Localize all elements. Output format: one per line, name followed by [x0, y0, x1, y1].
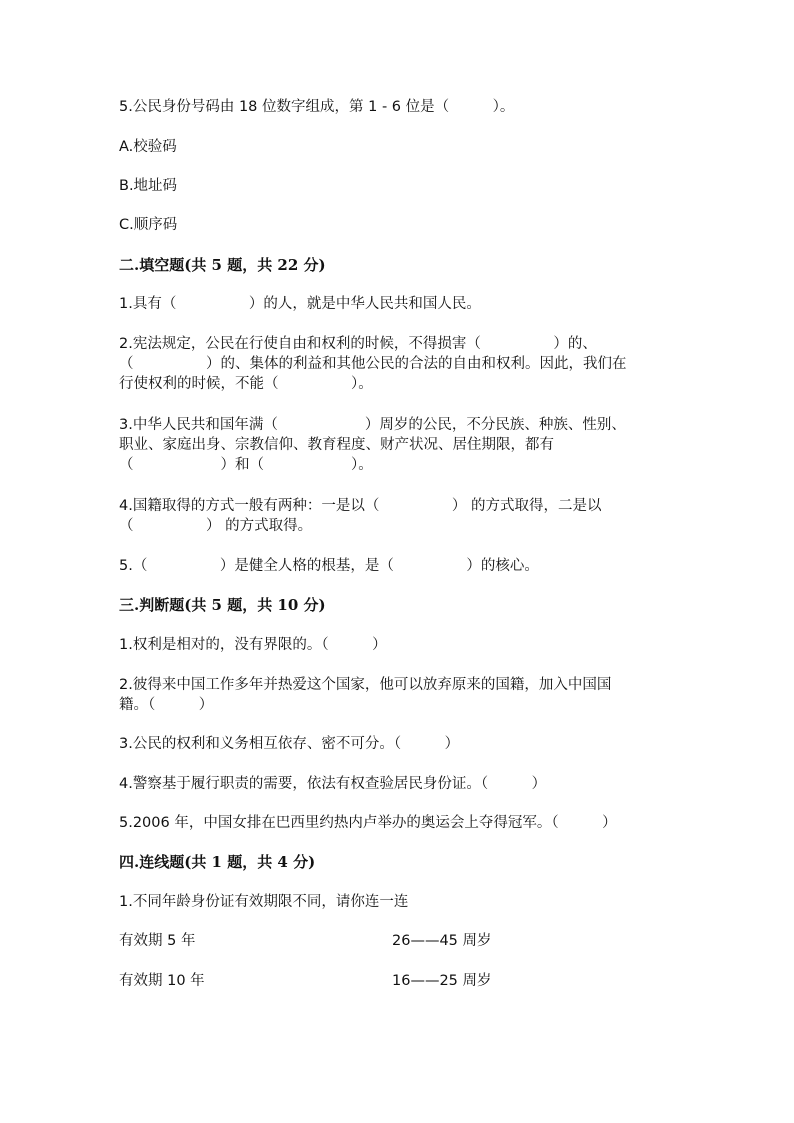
- matching-right-item: 26——45 周岁: [392, 933, 492, 949]
- true-false-question-4: 4.警察基于履行职责的需要，依法有权查验居民身份证。（ ）: [119, 776, 547, 792]
- true-false-question-3: 3.公民的权利和义务相互依存、密不可分。（ ）: [119, 736, 460, 752]
- fill-blank-question-2-line-3: 行使权利的时候，不能（ ）。: [119, 376, 373, 392]
- section-heading-matching: 四.连线题(共 1 题，共 4 分): [119, 853, 316, 871]
- fill-blank-question-4-line-1: 4.国籍取得的方式一般有两种：一是以（ ） 的方式取得，二是以: [119, 498, 602, 514]
- fill-blank-question-2-line-1: 2.宪法规定，公民在行使自由和权利的时候，不得损害（ ）的、: [119, 336, 597, 352]
- true-false-question-1: 1.权利是相对的，没有界限的。（ ）: [119, 637, 387, 653]
- option-a: A.校验码: [119, 139, 177, 155]
- fill-blank-question-3-line-2: 职业、家庭出身、宗教信仰、教育程度、财产状况、居住期限，都有: [119, 437, 554, 453]
- true-false-question-2-line-1: 2.彼得来中国工作多年并热爱这个国家，他可以放弃原来的国籍，加入中国国: [119, 677, 612, 693]
- matching-question-1: 1.不同年龄身份证有效期限不同，请你连一连: [119, 894, 409, 910]
- fill-blank-question-2-line-2: （ ）的、集体的利益和其他公民的合法的自由和权利。因此，我们在: [119, 356, 627, 372]
- fill-blank-question-1: 1.具有（ ）的人，就是中华人民共和国人民。: [119, 296, 481, 312]
- true-false-question-2-line-2: 籍。（ ）: [119, 697, 214, 713]
- fill-blank-question-5: 5.（ ）是健全人格的根基，是（ ）的核心。: [119, 558, 539, 574]
- option-c: C.顺序码: [119, 217, 178, 233]
- section-heading-true-false: 三.判断题(共 5 题，共 10 分): [119, 596, 326, 614]
- fill-blank-question-3-line-3: （ ）和（ ）。: [119, 457, 373, 473]
- matching-left-item: 有效期 10 年: [119, 973, 205, 989]
- section-heading-fill-blank: 二.填空题(共 5 题，共 22 分): [119, 256, 326, 274]
- option-b: B.地址码: [119, 178, 178, 194]
- true-false-question-5: 5.2006 年，中国女排在巴西里约热内卢举办的奥运会上夺得冠军。（ ）: [119, 815, 617, 831]
- fill-blank-question-4-line-2: （ ） 的方式取得。: [119, 518, 313, 534]
- fill-blank-question-3-line-1: 3.中华人民共和国年满（ ）周岁的公民，不分民族、种族、性别、: [119, 417, 626, 433]
- matching-right-item: 16——25 周岁: [392, 973, 492, 989]
- question-single-choice-5: 5.公民身份号码由 18 位数字组成，第 1 - 6 位是（ ）。: [119, 99, 515, 115]
- matching-left-item: 有效期 5 年: [119, 933, 196, 949]
